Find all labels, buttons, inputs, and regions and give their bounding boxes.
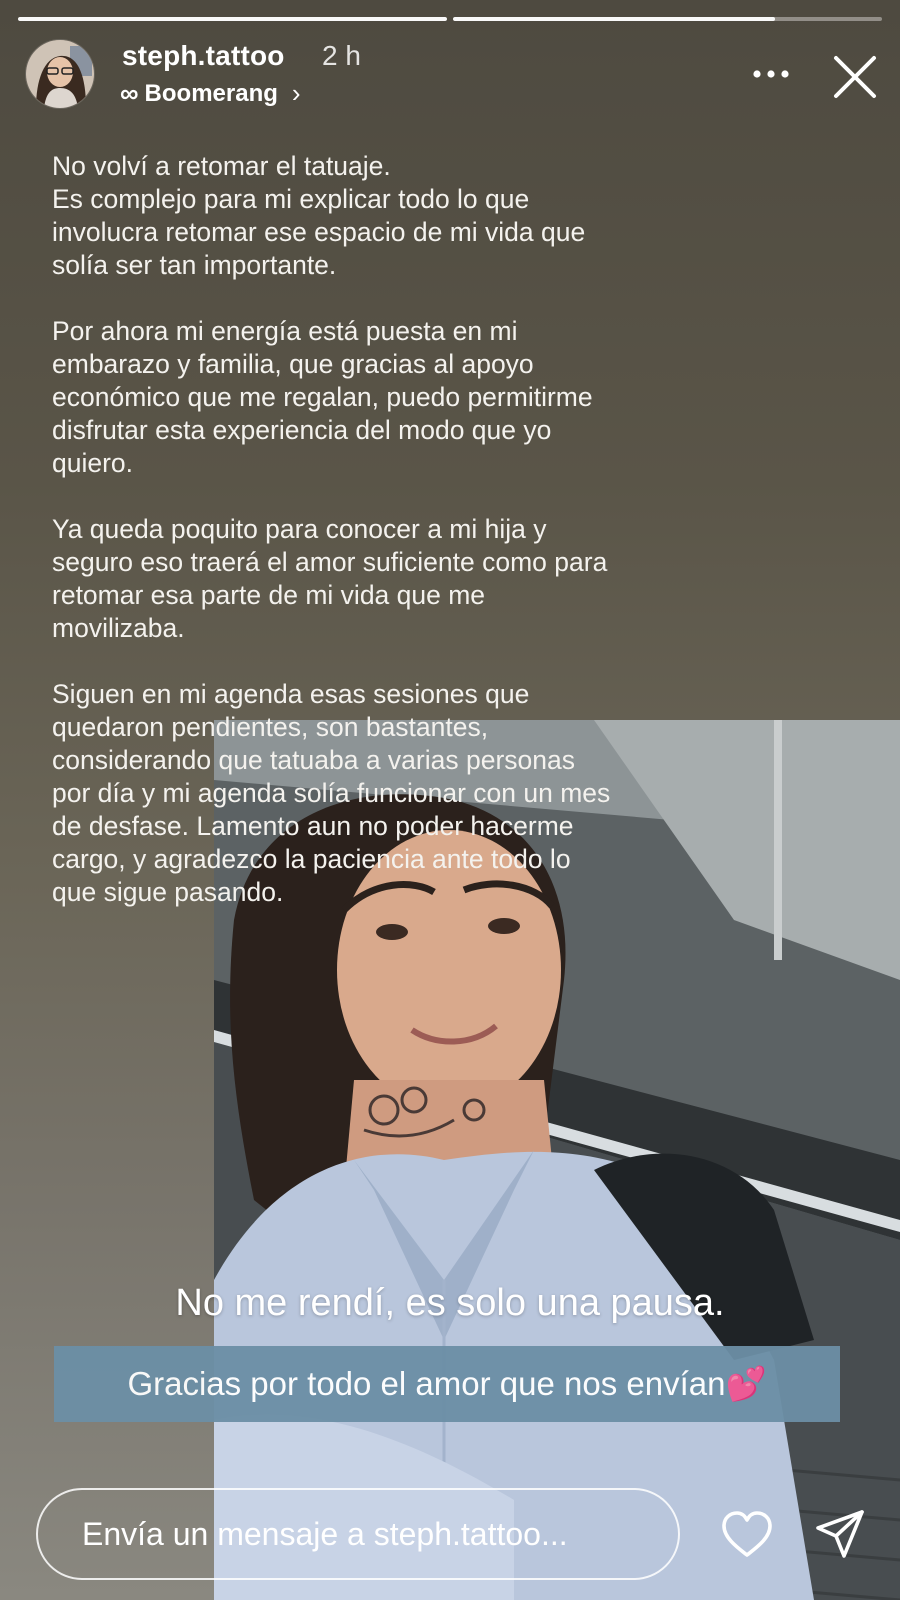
- paragraph-1: No volví a retomar el tatuaje. Es complejo para mi explicar todo lo que involucra retomar ese espacio de mi vida que solía ser tan importante.: [52, 151, 586, 280]
- close-icon[interactable]: [830, 52, 880, 102]
- progress-segment-2: [453, 17, 882, 21]
- message-input[interactable]: [36, 1488, 680, 1580]
- avatar-image: [26, 40, 94, 108]
- caption-thanks: Gracias por todo el amor que nos envían💕: [127, 1364, 767, 1402]
- username[interactable]: steph.tattoo: [122, 40, 285, 71]
- send-icon[interactable]: [812, 1506, 868, 1562]
- time-ago: 2 h: [322, 40, 361, 71]
- caption-thanks-band: [54, 1346, 840, 1422]
- boomerang-link[interactable]: [120, 78, 301, 109]
- boomerang-label: Boomerang: [144, 79, 278, 107]
- caption-pause: No me rendí, es solo una pausa.: [175, 1282, 725, 1324]
- more-dots-icon[interactable]: [748, 56, 794, 92]
- paragraph-3: Ya queda poquito para conocer a mi hija y seguro eso traerá el amor suficiente como para retomar esa parte de mi vida que me movilizaba.: [52, 514, 608, 643]
- paragraph-2: Por ahora mi energía está puesta en mi embarazo y familia, que gracias al apoyo económico que me regalan, puedo permitirme disfrutar esta experiencia del modo que yo quiero.: [52, 316, 593, 478]
- message-placeholder: Envía un mensaje a steph.tattoo...: [82, 1515, 568, 1552]
- story-progress: [18, 17, 882, 21]
- avatar[interactable]: [26, 40, 94, 108]
- infinity-icon: ∞: [120, 78, 139, 108]
- progress-fill-2: [453, 17, 775, 21]
- progress-fill-1: [18, 17, 447, 21]
- progress-segment-1: [18, 17, 447, 21]
- chevron-right-icon: ›: [291, 78, 301, 108]
- paragraph-4: Siguen en mi agenda esas sesiones que quedaron pendientes, son bastantes, considerando que tatuaba a varias personas por día y mi agenda solía funcionar con un mes de desfase. Lamento aun no poder hacerme cargo, y agradezco la paciencia ante todo lo que sigue pasando.: [52, 679, 611, 907]
- heart-icon[interactable]: [720, 1508, 774, 1562]
- story-text: [52, 150, 692, 942]
